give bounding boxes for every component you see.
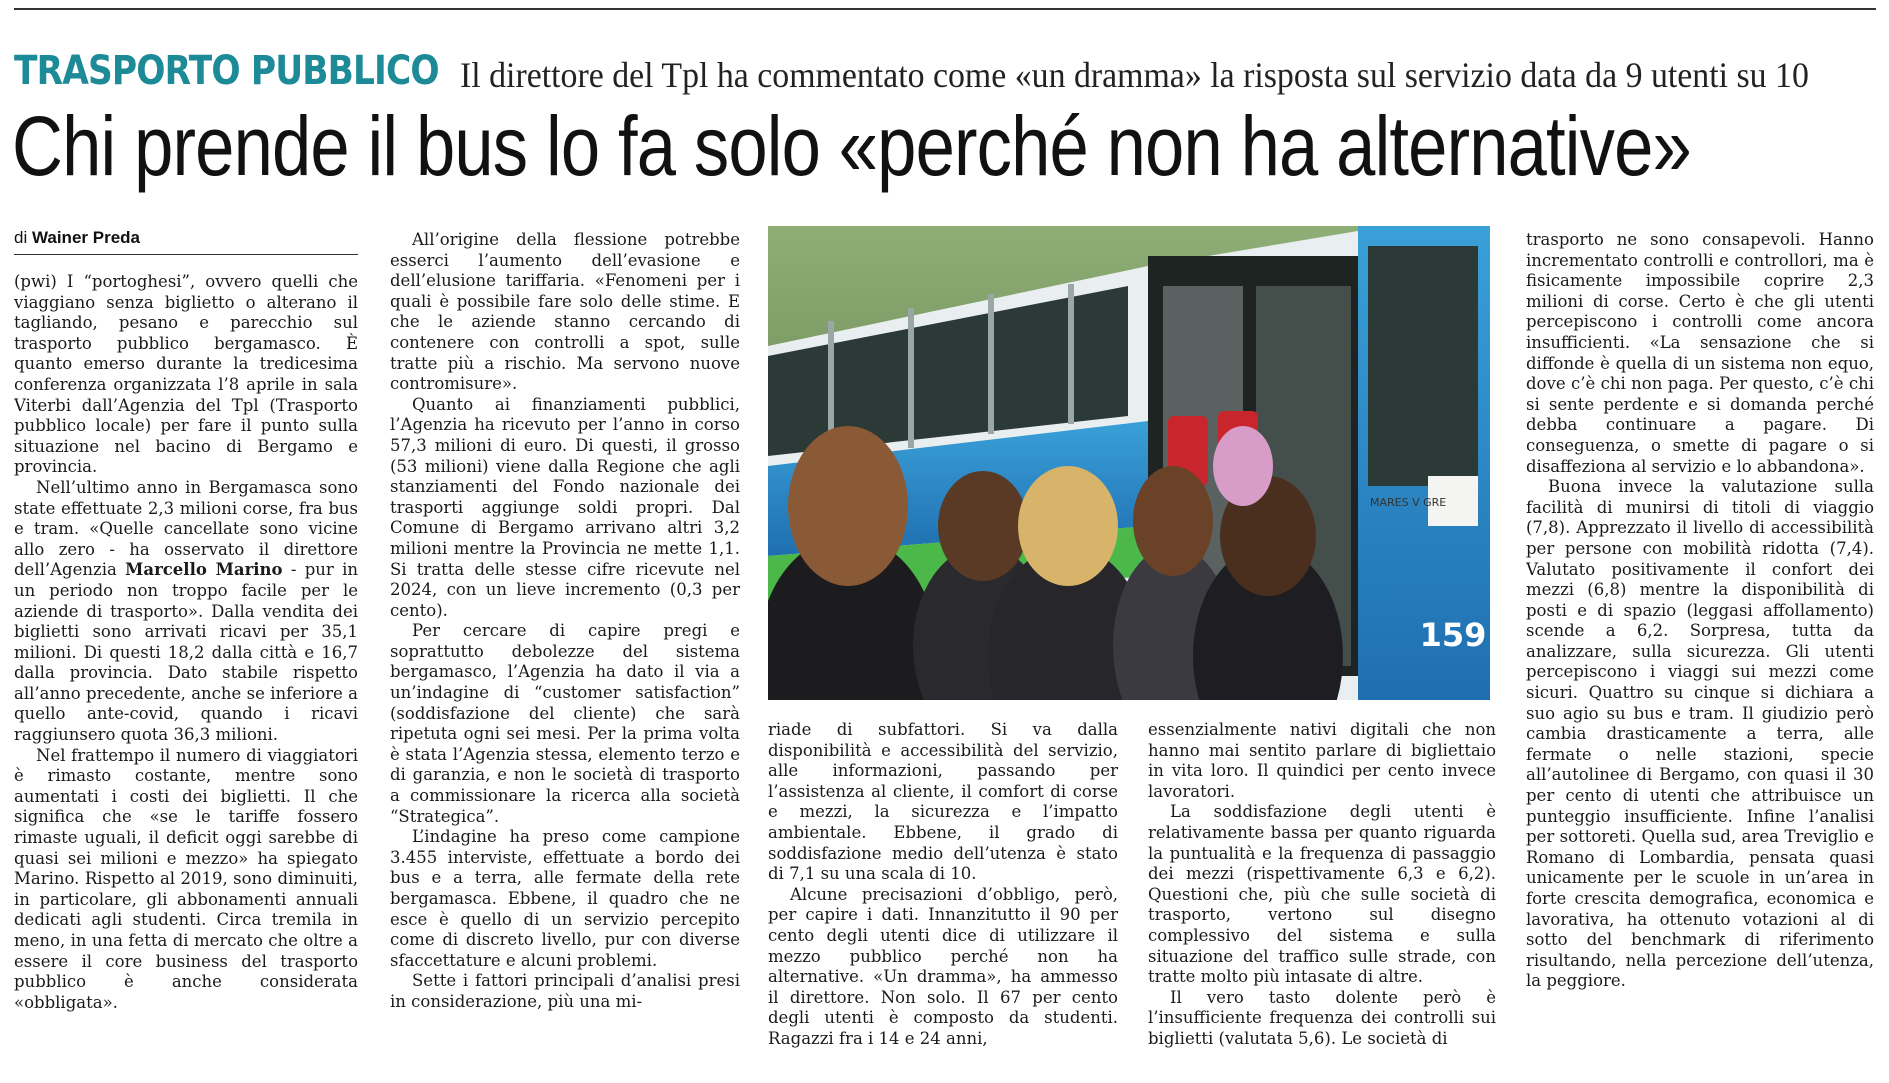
paragraph: Nel frattempo il numero di viaggiatori è rimasto costante, mentre sono aumentati i costi dei biglietti. Il che significa che «se le tariffe fossero rimaste uguali, il deficit oggi sarebbe di quasi sei milioni e mezzo» ha spiegato Marino. Rispetto al 2019, sono diminuiti, in particolare, gli abbonamenti annuali dedicati agli studenti. Circa tremila in meno, in una fetta di mercato che oltre a essere il core business del trasporto pubblico è anche considerata «obbligata». bbox=[14, 745, 358, 1012]
person-name: Marcello Marino bbox=[125, 560, 283, 580]
bus-number: 159 bbox=[1419, 616, 1487, 654]
paragraph: Quanto ai finanziamenti pubblici, l’Agenzia ha ricevuto per l’anno in corso 57,3 milioni di euro. Di questi, il grosso (53 milioni) viene dalla Regione che agli stanziamenti del Fondo nazionale dei trasporti aggiunge soldi propri. Dal Comune di Bergamo arrivano altri 3,2 milioni mentre la Provincia ne mette 1,1. Si tratta delle stesse cifre ricevute nel 2024, con un lieve incremento (0,3 per cento). bbox=[390, 394, 740, 620]
byline-prefix: di bbox=[14, 228, 28, 247]
paragraph: Alcune precisazioni d’obbligo, però, per capire i dati. Innanzitutto il 90 per cento degli utenti dice di utilizzare il mezzo pubblico perché non ha alternative. «Un dramma», ha ammesso il direttore. Non solo. Il 67 per cento degli utenti è composto da studenti. Ragazzi fra i 14 e 24 anni, bbox=[768, 884, 1118, 1048]
section-kicker: TRASPORTO PUBBLICO bbox=[14, 48, 439, 94]
paragraph: Sette i fattori principali d’analisi presi in considerazione, più una mi- bbox=[390, 971, 740, 1011]
bus-destination-sign: MARES V GRE bbox=[1370, 496, 1447, 509]
paragraph: Il vero tasto dolente però è l’insufficiente frequenza dei controlli sui biglietti (valutata 5,6). Le società di bbox=[1148, 987, 1496, 1048]
paragraph-text: Dalla vendita dei biglietti sono arrivati ricavi per 35,1 milioni. Di questi 18,2 dalla città e 16,7 dalla provincia. Dato stabile rispetto all’anno precedente, anche se inferiore a quello ante-covid, quando i ricavi raggiunsero quota 36,3 milioni. bbox=[14, 601, 358, 745]
headline: Chi prende il bus lo fa solo «perché non ha alternative» bbox=[12, 99, 1691, 193]
article-column-3 bbox=[768, 720, 1118, 1072]
paragraph: Buona invece la valutazione sulla facilità di munirsi di titoli di viaggio (7,8). Apprezzato il livello di accessibilità per persone con mobilità ridotta (7,4). Valutato positivamente il confort dei mezzi (6,8) mentre la disponibilità di posti e di spazio (leggasi affollamento) scende a 6,2. Sorpresa, tutta da analizzare, sulla sicurezza. Gli utenti percepiscono i viaggi sui mezzi come sicuri. Quattro su cinque si dichiara a suo agio su bus e tram. Il giudizio però cambia drasticamente a terra, alle fermate o nelle stazioni, specie all’autolinee di Bergamo, con quasi il 30 per cento di utenti che attribuisce un punteggio insufficiente. Infine l’analisi per sottoreti. Quella sud, area Treviglio e Romano di Lombardia, pensata quasi unicamente per le scuole in un’area in forte crescita demografica, economica e lavorativa, ha ottenuto votazioni al di sotto del benchmark di riferimento risultando, nella percezione dell’utenza, la peggiore. bbox=[1526, 477, 1874, 991]
subheadline: Il direttore del Tpl ha commentato come «un dramma» la risposta sul servizio data da 9 utenti su 10 bbox=[460, 55, 1809, 95]
paragraph-text: - pur in un periodo non troppo facile per le aziende di trasporto». bbox=[14, 560, 358, 621]
bus-photo-illustration bbox=[768, 226, 1490, 700]
article-column-5 bbox=[1526, 230, 1874, 1072]
paragraph: L’indagine ha preso come campione 3.455 interviste, effettuate a bordo dei bus e a terra, alle fermate della rete bergamasca. Ebbene, il quadro che ne esce è quello di un servizio percepito come di discreto livello, pur con diverse sfaccettature e alcuni problemi. bbox=[390, 827, 740, 970]
top-rule bbox=[14, 8, 1876, 10]
paragraph: essenzialmente nativi digitali che non hanno mai sentito parlare di bigliettaio in vita loro. Il quindici per cento invece lavoratori. bbox=[1148, 720, 1496, 801]
paragraph: (pwi) I “portoghesi”, ovvero quelli che viaggiano senza biglietto o alterano il tagliando, pesano e parecchio sul trasporto pubblico bergamasco. È quanto emerso durante la tredicesima conferenza organizzata l’8 aprile in sala Viterbi dall’Agenzia del Tpl (Trasporto pubblico locale) per fare il punto sulla situazione nel bacino di Bergamo e provincia. bbox=[14, 272, 358, 477]
paragraph: trasporto ne sono consapevoli. Hanno incrementato controlli e controllori, ma è fisicamente impossibile coprire 2,3 milioni di corse. Certo è che gli utenti percepiscono i controlli come ancora insufficienti. «La sensazione che si diffonde è quella di un sistema non equo, dove c’è chi non paga. Per questo, c’è chi si sente perdente e si domanda perché debba continuare a pagare. Di conseguenza, o smette di pagare o si disaffeziona al servizio e lo abbandona». bbox=[1526, 230, 1874, 476]
paragraph bbox=[14, 478, 358, 746]
byline-rule bbox=[14, 254, 358, 255]
article-column-2 bbox=[390, 230, 740, 1072]
paragraph-text: Nell’ultimo anno in Bergamasca sono state effettuate 2,3 milioni corse, fra bus e tram. «Quelle cancellate sono vicine allo zero - ha osservato il direttore dell’Agenzia bbox=[14, 477, 358, 580]
bus-photo bbox=[768, 226, 1490, 700]
byline bbox=[14, 228, 358, 248]
article-column-4 bbox=[1148, 720, 1496, 1072]
article-column-1 bbox=[14, 272, 358, 1072]
paragraph: riade di subfattori. Si va dalla disponibilità e accessibilità del servizio, alle informazioni, passando per l’assistenza al cliente, il comfort di corse e mezzi, la sicurezza e l’impatto ambientale. Ebbene, il grado di soddisfazione medio dell’utenza è stato di 7,1 su una scala di 10. bbox=[768, 720, 1118, 884]
paragraph: Per cercare di capire pregi e soprattutto debolezze del sistema bergamasco, l’Agenzia ha dato il via a un’indagine di “customer satisfaction” (soddisfazione del cliente) che sarà ripetuta ogni sei mesi. Per la prima volta è stata l’Agenzia stessa, elemento terzo e di garanzia, e non le società di trasporto a commissionare la ricerca alla società “Strategica”. bbox=[390, 621, 740, 826]
paragraph: La soddisfazione degli utenti è relativamente bassa per quanto riguarda la puntualità e la frequenza di passaggio dei mezzi (rispettivamente 6,3 e 6,2). Questioni che, più che sulle società di trasporto, vertono sul disegno complessivo del sistema e sulla situazione del traffico sulle strade, con tratte molto più intasate di altre. bbox=[1148, 802, 1496, 987]
paragraph: All’origine della flessione potrebbe esserci l’aumento dell’evasione e dell’elusione tariffaria. «Fenomeni per i quali è possibile fare solo delle stime. E che le aziende stanno cercando di contenere con controlli a spot, sulle tratte più a rischio. Ma servono nuove contromisure». bbox=[390, 230, 740, 394]
byline-author: Wainer Preda bbox=[31, 228, 140, 247]
